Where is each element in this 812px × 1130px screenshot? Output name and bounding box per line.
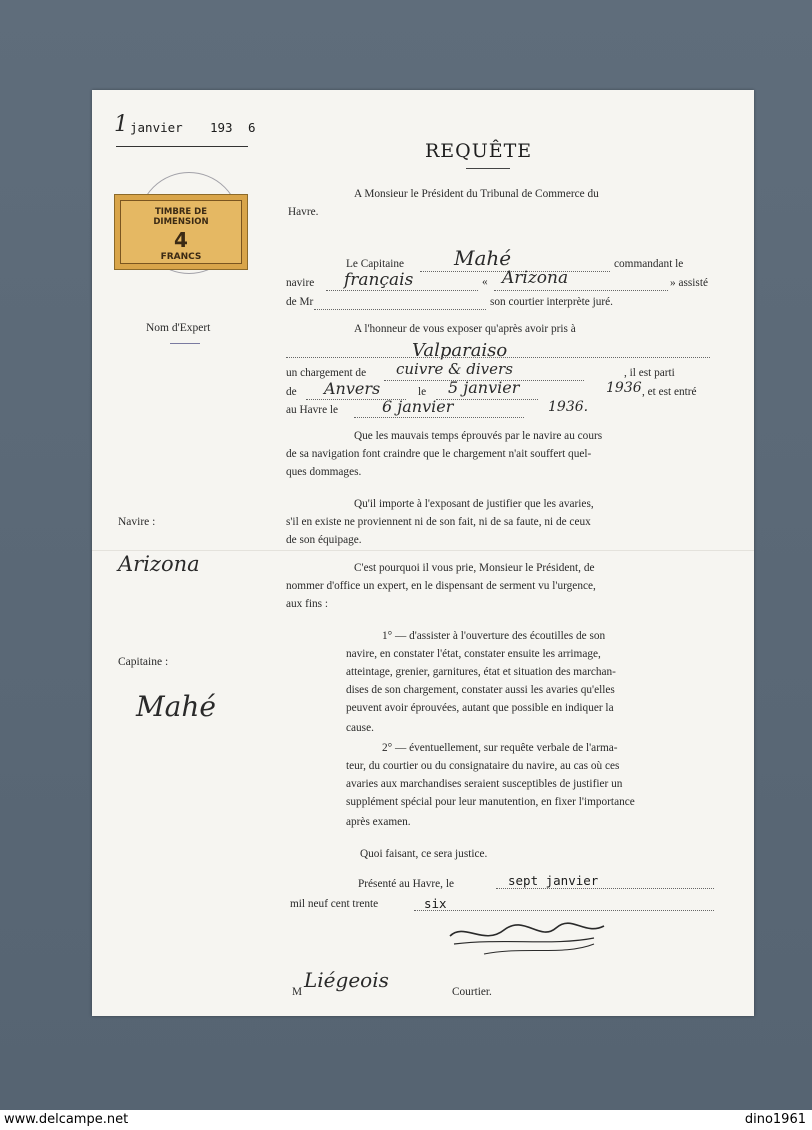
date-prefix: 1: [114, 112, 128, 137]
item2-line1: 2° — éventuellement, sur requête verbale de l'arma-: [382, 742, 618, 754]
addressee-line2: Havre.: [288, 206, 319, 218]
item2-line4: supplément spécial pour leur manutention, en fixer l'importance: [346, 796, 635, 808]
justice-text: Quoi faisant, ce sera justice.: [360, 848, 488, 860]
navire-word: navire: [286, 277, 315, 289]
capitaine-prefix: Le Capitaine: [346, 258, 405, 270]
courtier-signature: Liégeois: [304, 968, 389, 992]
cargo-value: cuivre & divers: [396, 360, 513, 378]
stamp-unit: FRANCS: [160, 252, 202, 262]
from-port: Anvers: [324, 379, 381, 398]
p3-line3: aux fins :: [286, 598, 329, 610]
year-digit: 6: [248, 120, 256, 135]
le-word: le: [418, 386, 427, 398]
depart-date: 5 janvier: [448, 378, 520, 397]
chargement-prefix: un chargement de: [286, 367, 367, 379]
p2-line2: s'il en existe ne proviennent ni de son fait, ni de sa faute, ni de ceux: [286, 516, 591, 528]
item1-line2: navire, en constater l'état, constater ensuite les arrimage,: [346, 648, 601, 660]
courtier-label: Courtier.: [452, 986, 492, 998]
item2-line5: après examen.: [346, 816, 411, 828]
item1-line4: dises de son chargement, constater aussi les avaries qu'elles: [346, 684, 615, 696]
presente-text: Présenté au Havre, le: [358, 878, 454, 890]
expert-underline: [170, 343, 200, 344]
item1-line6: cause.: [346, 722, 374, 734]
item2-line2: teur, du courtier ou du consignataire du navire, au cas où ces: [346, 760, 620, 772]
parti-text: , il est parti: [624, 367, 675, 379]
commandant-text: commandant le: [614, 258, 684, 270]
depart-year: 1936: [606, 380, 642, 396]
capitaine-value: Mahé: [136, 690, 216, 723]
header-underline: [116, 146, 248, 147]
arrival-year: 1936.: [548, 399, 589, 415]
stamp-line1: TIMBRE DE: [154, 207, 208, 217]
p3-line2: nommer d'office un expert, en le dispensant de serment vu l'urgence,: [286, 580, 596, 592]
de-word: de: [286, 386, 297, 398]
mil-year: six: [424, 896, 447, 911]
item1-line3: atteintage, grenier, garnitures, état et situation des marchan-: [346, 666, 616, 678]
ship-name: Arizona: [502, 268, 569, 288]
nationality: français: [344, 270, 414, 290]
year-typed: 193: [210, 120, 233, 135]
de-m: de Mr: [286, 296, 314, 308]
capitaine-label: Capitaine :: [118, 656, 169, 668]
document-title: REQUÊTE: [425, 140, 533, 162]
courtier-text: son courtier interprète juré.: [490, 296, 613, 308]
fiscal-stamp: [114, 194, 248, 270]
courtier-m: M: [292, 986, 303, 998]
navire-value: Arizona: [118, 552, 200, 576]
fold-line: [92, 550, 754, 551]
p1-line1: Que les mauvais temps éprouvés par le navire au cours: [354, 430, 603, 442]
document-page: 1 janvier 193 6 REQUÊTE TIMBRE DE DIMENSION 4 FRANCS A Monsieur le Président du Tribunal de Commerce du Havre. Nom d'Expert Navire : Arizona Capitaine : Mahé Le Capitaine Mahé commandant le navire français « Arizona » assisté de Mr son courtier interprète juré. A l'honneur de vous exposer qu'après avoir pris à Valparaiso un chargement de cuivre & divers , il est parti de Anvers le 5 janvier 1936 , et est entré au Havre le 6 janvier 1936. Que les mauvais temps éprouvés par le navire au cours de sa navigation font craindre que le chargement n'ait souffert quel- ques dommages. Qu'il importe à l'exposant de justifier que les avaries, s'il en existe ne proviennent ni de son fait, ni de sa faute, ni de ceux de son équipage. C'est pourquoi il vous prie, Monsieur le Président, de nommer d'office un expert, en le dispensant de serment vu l'urgence, aux fins : 1° — d'assister à l'ouverture des écoutilles de son navire, en constater l'état, constater ensuite les arrimage, atteintage, grenier, garnitures, état et situation des marchan- dises de son chargement, constater aussi les avaries qu'elles peuvent avoir éprouvées, autant que possible en indiquer la cause. 2° — éventuellement, sur requête verbale de l'arma- teur, du courtier ou du consignataire du navire, au cas où ces avaries aux marchandises seraient susceptibles de justifier un supplément spécial pour leur manutention, en fixer l'importance après examen. Quoi faisant, ce sera justice. Présenté au Havre, le sept janvier mil neuf cent trente six M Liégeois Courtier.: [92, 90, 754, 1016]
stamp-line2: DIMENSION: [153, 217, 209, 227]
p1-line3: ques dommages.: [286, 466, 362, 478]
arrival-date: 6 janvier: [382, 397, 454, 416]
watermark-right: dino1961: [744, 1112, 806, 1127]
p3-line1: C'est pourquoi il vous prie, Monsieur le Président, de: [354, 562, 595, 574]
addressee-line1: A Monsieur le Président du Tribunal de Commerce du: [354, 188, 599, 200]
p1-line2: de sa navigation font craindre que le chargement n'ait souffert quel-: [286, 448, 592, 460]
presenter-signature-icon: [444, 916, 614, 962]
item2-line3: avaries aux marchandises seraient susceptibles de justifier un: [346, 778, 623, 790]
expert-label: Nom d'Expert: [146, 322, 211, 334]
port-value: Valparaiso: [412, 340, 508, 361]
honneur-text: A l'honneur de vous exposer qu'après avoir pris à: [354, 323, 576, 335]
assiste-text: » assisté: [670, 277, 708, 289]
navire-label: Navire :: [118, 516, 156, 528]
p2-line3: de son équipage.: [286, 534, 362, 546]
item1-line1: 1° — d'assister à l'ouverture des écoutilles de son: [382, 630, 606, 642]
item1-line5: peuvent avoir éprouvées, autant que possible en indiquer la: [346, 702, 614, 714]
watermark-bar: [0, 1110, 812, 1130]
title-underline: [466, 168, 510, 169]
presente-date: sept janvier: [508, 873, 599, 888]
date-typed: janvier: [130, 120, 183, 135]
p2-line1: Qu'il importe à l'exposant de justifier que les avaries,: [354, 498, 594, 510]
mil-text: mil neuf cent trente: [290, 898, 379, 910]
entre-text: , et est entré: [642, 386, 697, 398]
capitaine-name: Mahé: [454, 246, 512, 270]
watermark-left: www.delcampe.net: [4, 1112, 129, 1127]
havre-prefix: au Havre le: [286, 404, 339, 416]
stamp-value: 4: [174, 228, 188, 252]
